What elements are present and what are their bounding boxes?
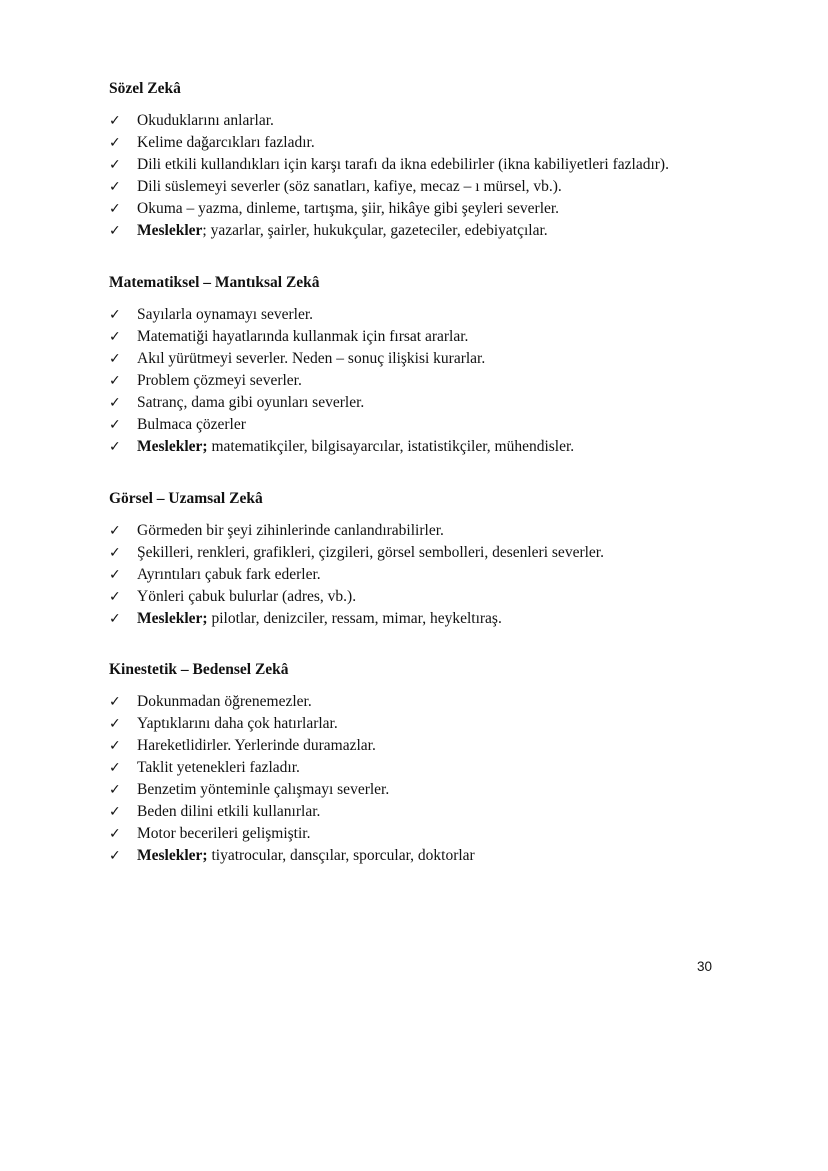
checkmark-icon: ✓ [109, 417, 121, 433]
list-item [109, 713, 769, 735]
bullet-list [109, 520, 769, 630]
checkmark-icon: ✓ [109, 351, 121, 367]
item-text: Motor becerileri gelişmiştir. [137, 825, 311, 842]
list-item [109, 154, 769, 176]
item-text: Benzetim yönteminle çalışmayı severler. [137, 781, 390, 798]
list-item [109, 304, 769, 326]
checkmark-icon: ✓ [109, 523, 121, 539]
item-text: Sayılarla oynamayı severler. [137, 306, 314, 323]
list-item [109, 348, 769, 370]
section-title: Kinestetik – Bedensel Zekâ [109, 661, 289, 678]
section-gorsel-uzamsal-zeka [109, 489, 769, 630]
checkmark-icon: ✓ [109, 135, 121, 151]
list-item [109, 176, 769, 198]
checkmark-icon: ✓ [109, 782, 121, 798]
section-kinestetik-bedensel-zeka [109, 660, 769, 867]
item-text: pilotlar, denizciler, ressam, mimar, heykeltıraş. [207, 610, 502, 627]
list-item [109, 735, 769, 757]
item-text: Yaptıklarını daha çok hatırlarlar. [137, 715, 338, 732]
item-lead: Meslekler; [137, 610, 208, 627]
checkmark-icon: ✓ [109, 395, 121, 411]
list-item [109, 757, 769, 779]
item-text: Akıl yürütmeyi severler. Neden – sonuç ilişkisi kurarlar. [137, 350, 486, 367]
item-text: Matematiği hayatlarında kullanmak için fırsat ararlar. [137, 328, 469, 345]
item-text: ; yazarlar, şairler, hukukçular, gazeteciler, edebiyatçılar. [202, 222, 548, 239]
checkmark-icon: ✓ [109, 373, 121, 389]
list-item [109, 198, 769, 220]
bullet-list [109, 110, 769, 242]
item-text: Bulmaca çözerler [137, 416, 246, 433]
item-text: tiyatrocular, dansçılar, sporcular, doktorlar [207, 847, 475, 864]
checkmark-icon: ✓ [109, 329, 121, 345]
item-text: Ayrıntıları çabuk fark ederler. [137, 566, 321, 583]
bullet-list [109, 304, 769, 458]
item-text: Dokunmadan öğrenemezler. [137, 693, 312, 710]
item-text: Satranç, dama gibi oyunları severler. [137, 394, 365, 411]
list-item [109, 110, 769, 132]
list-item [109, 326, 769, 348]
list-item [109, 132, 769, 154]
page-number: 30 [697, 959, 713, 974]
list-item-professions [109, 608, 769, 630]
checkmark-icon: ✓ [109, 439, 121, 455]
section-matematiksel-mantiksal-zeka [109, 273, 769, 458]
checkmark-icon: ✓ [109, 611, 121, 627]
item-text: matematikçiler, bilgisayarcılar, istatistikçiler, mühendisler. [207, 438, 575, 455]
item-text: Dili süslemeyi severler (söz sanatları, kafiye, mecaz – ı mürsel, vb.). [137, 178, 562, 195]
list-item [109, 691, 769, 713]
checkmark-icon: ✓ [109, 223, 121, 239]
list-item [109, 564, 769, 586]
checkmark-icon: ✓ [109, 157, 121, 173]
item-lead: Meslekler [137, 222, 203, 239]
list-item-professions [109, 220, 769, 242]
checkmark-icon: ✓ [109, 716, 121, 732]
item-text: Kelime dağarcıkları fazladır. [137, 134, 315, 151]
list-item [109, 779, 769, 801]
item-text: Hareketlidirler. Yerlerinde duramazlar. [137, 737, 376, 754]
checkmark-icon: ✓ [109, 760, 121, 776]
checkmark-icon: ✓ [109, 201, 121, 217]
item-text: Görmeden bir şeyi zihinlerinde canlandırabilirler. [137, 522, 444, 539]
section-title: Matematiksel – Mantıksal Zekâ [109, 274, 320, 291]
list-item [109, 586, 769, 608]
item-text: Okuduklarını anlarlar. [137, 112, 274, 129]
item-text: Şekilleri, renkleri, grafikleri, çizgileri, görsel sembolleri, desenleri severler. [137, 544, 604, 561]
checkmark-icon: ✓ [109, 589, 121, 605]
item-text: Problem çözmeyi severler. [137, 372, 302, 389]
section-sozel-zeka [109, 79, 769, 242]
checkmark-icon: ✓ [109, 545, 121, 561]
checkmark-icon: ✓ [109, 848, 121, 864]
item-text: Beden dilini etkili kullanırlar. [137, 803, 321, 820]
item-text: Dili etkili kullandıkları için karşı tarafı da ikna edebilirler (ikna kabiliyetleri fazladır). [137, 156, 669, 173]
checkmark-icon: ✓ [109, 804, 121, 820]
list-item-professions [109, 845, 769, 867]
section-title: Görsel – Uzamsal Zekâ [109, 490, 263, 507]
list-item [109, 392, 769, 414]
list-item [109, 520, 769, 542]
checkmark-icon: ✓ [109, 826, 121, 842]
list-item-professions [109, 436, 769, 458]
list-item [109, 414, 769, 436]
section-title: Sözel Zekâ [109, 80, 181, 97]
bullet-list [109, 691, 769, 867]
checkmark-icon: ✓ [109, 179, 121, 195]
list-item [109, 823, 769, 845]
item-lead: Meslekler; [137, 438, 208, 455]
list-item [109, 801, 769, 823]
list-item [109, 542, 769, 564]
checkmark-icon: ✓ [109, 694, 121, 710]
checkmark-icon: ✓ [109, 738, 121, 754]
checkmark-icon: ✓ [109, 113, 121, 129]
item-text: Yönleri çabuk bulurlar (adres, vb.). [137, 588, 357, 605]
list-item [109, 370, 769, 392]
checkmark-icon: ✓ [109, 567, 121, 583]
item-lead: Meslekler; [137, 847, 208, 864]
item-text: Taklit yetenekleri fazladır. [137, 759, 300, 776]
item-text: Okuma – yazma, dinleme, tartışma, şiir, hikâye gibi şeyleri severler. [137, 200, 560, 217]
checkmark-icon: ✓ [109, 307, 121, 323]
